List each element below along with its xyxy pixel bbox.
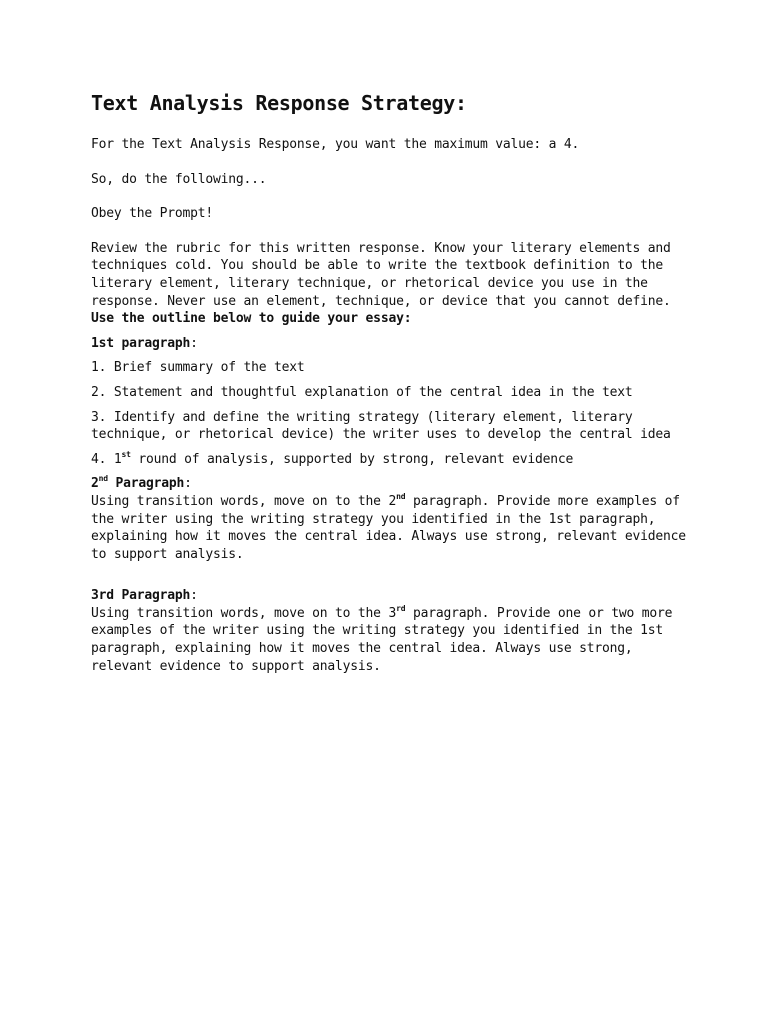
outline-lead: Use the outline below to guide your essay: xyxy=(91,311,412,327)
para2-heading xyxy=(91,475,691,493)
outline-item-4-prefix: 4. 1 xyxy=(91,451,122,467)
para3-body-prefix: Using transition words, move on to the 3 xyxy=(91,605,397,621)
para1-heading-text: 1st paragraph xyxy=(91,335,191,351)
document-title: Text Analysis Response Strategy: xyxy=(91,91,467,115)
para3-heading xyxy=(91,587,691,605)
para1-heading-colon: : xyxy=(190,335,198,351)
para2-heading-colon: : xyxy=(184,476,192,492)
para3-body xyxy=(91,605,691,675)
para3-body-rest: paragraph. Provide one or two more examples of the writer using the writing strategy you identified in the 1st paragraph, explaining how it moves the central idea. Always use strong, relevant evidence to support analysis. xyxy=(91,605,673,674)
para2-body-prefix: Using transition words, move on to the 2 xyxy=(91,493,397,509)
outline-item-4 xyxy=(91,451,691,469)
intro-text: For the Text Analysis Response, you want the maximum value: a 4. xyxy=(91,137,580,152)
para2-body-sup: nd xyxy=(396,491,406,501)
outline-item-3: 3. Identify and define the writing strategy (literary element, literary technique, or rhetorical device) the writer uses to develop the central idea xyxy=(91,409,671,443)
review-text: Review the rubric for this written response. Know your literary elements and techniques cold. You should be able to write the textbook definition to the literary element, literary technique, or rhetorical device you use in the response. Never use an element, technique, or device that you cannot define. xyxy=(91,240,671,309)
para3-heading-colon: : xyxy=(190,588,198,604)
outline-item-2: 2. Statement and thoughtful explanation of the central idea in the text xyxy=(91,384,633,400)
outline-item-4-rest: round of analysis, supported by strong, relevant evidence xyxy=(130,451,574,467)
outline-item-1: 1. Brief summary of the text xyxy=(91,360,305,376)
para2-heading-sup: nd xyxy=(98,474,108,484)
para1-heading xyxy=(91,335,691,353)
obey-text: Obey the Prompt! xyxy=(91,206,214,222)
para2-heading-prefix: 2 xyxy=(91,476,99,492)
so-text: So, do the following... xyxy=(91,171,267,187)
para2-heading-rest: Paragraph xyxy=(107,476,185,492)
para2-body xyxy=(91,493,691,563)
para3-heading-text: 3rd Paragraph xyxy=(91,588,191,604)
para3-body-sup: rd xyxy=(396,603,406,613)
document-page xyxy=(91,88,691,675)
para2-body-rest: paragraph. Provide more examples of the writer using the writing strategy you identified in the 1st paragraph, explaining how it moves the central idea. Always use strong, relevant evidence to support analysis. xyxy=(91,493,686,562)
outline-item-4-sup: st xyxy=(121,449,131,459)
